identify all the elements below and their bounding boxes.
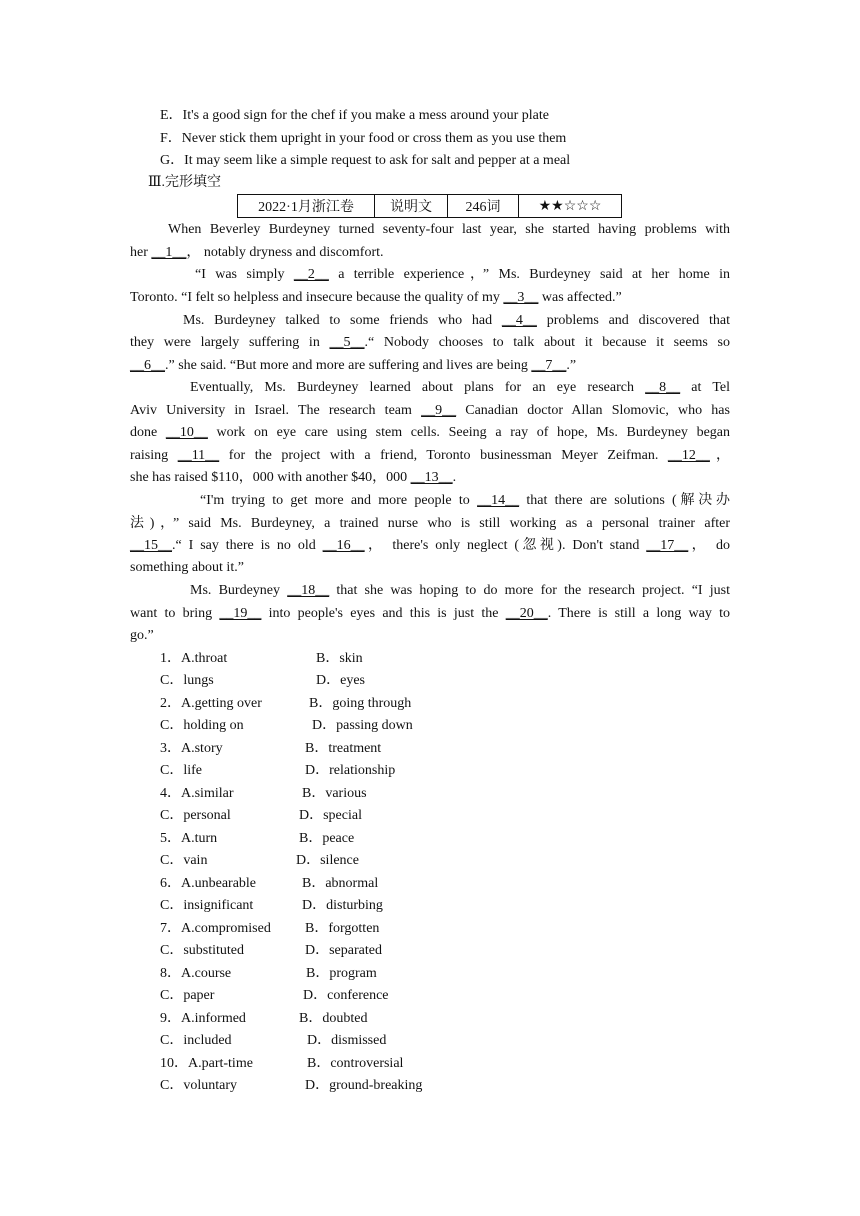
question-3-option-d[interactable]: D．relationship [305, 763, 396, 778]
question-5-option-a[interactable]: 5．A.turn [160, 831, 218, 846]
passage-line: she has raised $110，000 with another $40，000 __13__. [130, 470, 457, 485]
question-5-option-b[interactable]: B．peace [299, 831, 355, 846]
passage-line: “I was simply __2__ a terrible experience，” Ms. Burdeyney said at her home in [195, 267, 731, 282]
passage-line: want to bring __19__ into people's eyes and this is just the __20__. There is still a long way to [130, 606, 730, 621]
info-genre: 说明文 [375, 195, 448, 218]
question-1-option-c[interactable]: C．lungs [160, 673, 214, 688]
question-2-option-b[interactable]: B．going through [309, 696, 412, 711]
blank-19[interactable]: __19__ [219, 606, 262, 621]
question-9-option-d[interactable]: D．dismissed [307, 1033, 387, 1048]
blank-5[interactable]: __5__ [329, 335, 365, 350]
passage-line: Aviv University in Israel. The research team __9__ Canadian doctor Allan Slomovic, who has [130, 403, 730, 418]
option-f: F．Never stick them upright in your food or cross them as you use them [160, 131, 567, 146]
question-4-option-b[interactable]: B．various [302, 786, 367, 801]
passage-line: Ms. Burdeyney __18__ that she was hoping to do more for the research project. “I just [190, 583, 730, 598]
question-10-option-c[interactable]: C．voluntary [160, 1078, 237, 1093]
blank-17[interactable]: __17__ [646, 538, 689, 553]
question-3-option-a[interactable]: 3．A.story [160, 741, 223, 756]
question-2-option-a[interactable]: 2．A.getting over [160, 696, 262, 711]
passage-line: Toronto. “I felt so helpless and insecure because the quality of my __3__ was affected.” [130, 290, 622, 305]
passage-line: __15__.“ I say there is no old __16__， there's only neglect (忽视). Don't stand __17__， do [130, 538, 731, 553]
option-e: E．It's a good sign for the chef if you make a mess around your plate [160, 108, 549, 123]
question-6-option-c[interactable]: C．insignificant [160, 898, 254, 913]
blank-7[interactable]: __7__ [531, 358, 567, 373]
question-3-option-b[interactable]: B．treatment [305, 741, 382, 756]
blank-2[interactable]: __2__ [293, 267, 329, 282]
passage-line: 法)，” said Ms. Burdeyney, a trained nurse who is still working as a personal trainer after [130, 516, 730, 531]
question-10-option-b[interactable]: B．controversial [307, 1056, 404, 1071]
question-8-option-d[interactable]: D．conference [303, 988, 389, 1003]
question-7-option-a[interactable]: 7．A.compromised [160, 921, 271, 936]
question-10-option-a[interactable]: 10．A.part-time [160, 1056, 253, 1071]
question-6-option-d[interactable]: D．disturbing [302, 898, 383, 913]
info-table [237, 194, 622, 218]
question-7-option-c[interactable]: C．substituted [160, 943, 245, 958]
question-7-option-b[interactable]: B．forgotten [305, 921, 380, 936]
passage-line: her __1__， notably dryness and discomfort. [130, 245, 384, 260]
blank-18[interactable]: __18__ [287, 583, 330, 598]
question-5-option-c[interactable]: C．vain [160, 853, 208, 868]
question-8-option-c[interactable]: C．paper [160, 988, 215, 1003]
info-source: 2022·1月浙江卷 [238, 195, 375, 218]
info-difficulty: ★★☆☆☆ [519, 195, 622, 218]
blank-15[interactable]: __15__ [130, 538, 172, 553]
blank-4[interactable]: __4__ [501, 313, 537, 328]
blank-3[interactable]: __3__ [503, 290, 539, 305]
question-4-option-d[interactable]: D．special [299, 808, 362, 823]
question-8-option-b[interactable]: B．program [306, 966, 377, 981]
blank-12[interactable]: __12__ [667, 448, 710, 463]
passage-line: __6__.” she said. “But more and more are suffering and lives are being __7__.” [130, 358, 577, 373]
passage-line: something about it.” [130, 560, 244, 575]
blank-14[interactable]: __14__ [477, 493, 520, 508]
info-word-count: 246词 [448, 195, 519, 218]
blank-13[interactable]: __13__ [410, 470, 453, 485]
blank-1[interactable]: __1__ [151, 245, 187, 260]
passage-line: Eventually, Ms. Burdeyney learned about plans for an eye research __8__ at Tel [190, 380, 730, 395]
blank-16[interactable]: __16__ [322, 538, 365, 553]
question-8-option-a[interactable]: 8．A.course [160, 966, 232, 981]
question-6-option-b[interactable]: B．abnormal [302, 876, 379, 891]
question-5-option-d[interactable]: D．silence [296, 853, 359, 868]
question-1-option-b[interactable]: B．skin [316, 651, 363, 666]
question-3-option-c[interactable]: C．life [160, 763, 202, 778]
question-6-option-a[interactable]: 6．A.unbearable [160, 876, 257, 891]
passage-line: “I'm trying to get more and more people to __14__ that there are solutions (解决办 [200, 493, 730, 508]
question-4-option-a[interactable]: 4．A.similar [160, 786, 234, 801]
passage-line: go.” [130, 628, 154, 643]
passage-line: Ms. Burdeyney talked to some friends who had __4__ problems and discovered that [183, 313, 730, 328]
blank-20[interactable]: __20__ [505, 606, 548, 621]
blank-8[interactable]: __8__ [645, 380, 681, 395]
option-g: G．It may seem like a simple request to ask for salt and pepper at a meal [160, 153, 571, 168]
question-1-option-d[interactable]: D．eyes [316, 673, 365, 688]
question-7-option-d[interactable]: D．separated [305, 943, 382, 958]
question-9-option-b[interactable]: B．doubted [299, 1011, 368, 1026]
blank-9[interactable]: __9__ [421, 403, 457, 418]
question-2-option-d[interactable]: D．passing down [312, 718, 413, 733]
passage-line: done __10__ work on eye care using stem cells. Seeing a ray of hope, Ms. Burdeyney began [130, 425, 730, 440]
passage-line: When Beverley Burdeyney turned seventy-four last year, she started having problems with [168, 222, 730, 237]
question-4-option-c[interactable]: C．personal [160, 808, 231, 823]
blank-6[interactable]: __6__ [130, 358, 165, 373]
question-9-option-c[interactable]: C．included [160, 1033, 232, 1048]
passage-line: they were largely suffering in __5__.“ Nobody chooses to talk about it because it seems so [130, 335, 730, 350]
question-9-option-a[interactable]: 9．A.informed [160, 1011, 246, 1026]
question-10-option-d[interactable]: D．ground-breaking [305, 1078, 423, 1093]
passage-line: raising __11__ for the project with a friend, Toronto businessman Meyer Zeifman. __12__， [130, 448, 730, 463]
section-heading: Ⅲ.完形填空 [148, 175, 222, 190]
question-2-option-c[interactable]: C．holding on [160, 718, 244, 733]
blank-10[interactable]: __10__ [165, 425, 208, 440]
blank-11[interactable]: __11__ [177, 448, 220, 463]
question-1-option-a[interactable]: 1．A.throat [160, 651, 228, 666]
